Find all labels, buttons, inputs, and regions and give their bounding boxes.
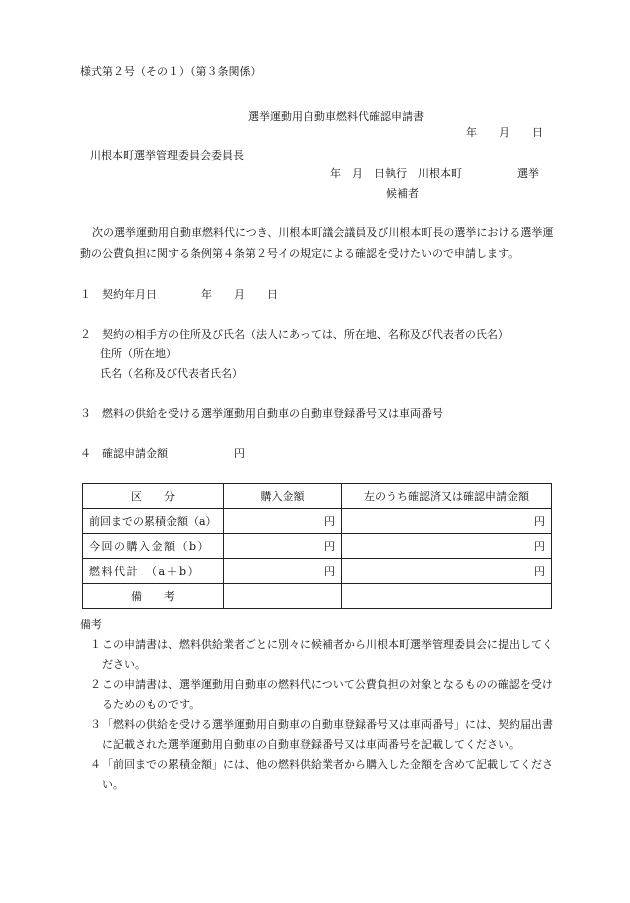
purchase-amount-cell <box>224 584 342 609</box>
row-label: 今回の購入金額（b） <box>83 534 224 559</box>
note-number: １ <box>90 638 101 651</box>
table-row <box>83 534 552 559</box>
table-header-purchase: 購入金額 <box>224 484 342 509</box>
confirmed-amount-cell: 円 <box>342 509 552 534</box>
note-text: この申請書は、燃料供給業者ごとに別々に候補者から川根本町選挙管理委員会に提出してください。 <box>102 638 553 671</box>
row-label: 燃料代計 （a＋b） <box>83 559 224 584</box>
item-vehicle-number: ３ 燃料の供給を受ける選挙運動用自動車の自動車登録番号又は車両番号 <box>80 407 443 420</box>
purchase-amount-cell: 円 <box>224 534 342 559</box>
note-text: 「前回までの累積金額」には、他の燃料供給業者から購入した金額を含めて記載してください。 <box>102 758 553 791</box>
row-label: 前回までの累積金額（a） <box>83 509 224 534</box>
confirmed-amount-cell <box>342 584 552 609</box>
note-number: ３ <box>90 718 101 731</box>
confirmed-amount-cell: 円 <box>342 559 552 584</box>
note-item <box>80 675 558 715</box>
table-header-row <box>83 484 552 509</box>
item-counterparty-name: 氏名（名称及び代表者氏名） <box>100 367 243 380</box>
note-number: ４ <box>90 758 101 771</box>
table-header-confirmed: 左のうち確認済又は確認申請金額 <box>342 484 552 509</box>
row-label: 備 考 <box>83 584 224 609</box>
intro-line-2: 動の公費負担に関する条例第４条第２号イの規定による確認を受けたいので申請します。 <box>80 247 520 260</box>
amount-table <box>82 483 552 609</box>
item-counterparty-address: 住所（所在地） <box>100 347 177 360</box>
item-contract-date: １ 契約年月日 年 月 日 <box>80 288 278 301</box>
table-row <box>83 559 552 584</box>
form-number: 様式第２号（その１）（第３条関係） <box>80 65 262 78</box>
election-line: 年 月 日執行 川根本町 選挙 <box>330 167 539 180</box>
date-line: 年 月 日 <box>466 126 543 139</box>
intro-line-1: 次の選挙運動用自動車燃料代につき、川根本町議会議員及び川根本町長の選挙における選挙運 <box>92 226 554 239</box>
confirmed-amount-cell: 円 <box>342 534 552 559</box>
notes-section <box>80 615 558 795</box>
table-row <box>83 509 552 534</box>
note-text: 「燃料の供給を受ける選挙運動用自動車の自動車登録番号又は車両番号」には、契約届出書に記載された選挙運動用自動車の自動車登録番号又は車両番号を記載してください。 <box>102 718 553 751</box>
addressee: 川根本町選挙管理委員会委員長 <box>90 149 244 162</box>
table-header-category: 区 分 <box>83 484 224 509</box>
note-item <box>80 635 558 675</box>
table-row <box>83 584 552 609</box>
purchase-amount-cell: 円 <box>224 509 342 534</box>
document-title: 選挙運動用自動車燃料代確認申請書 <box>248 110 424 123</box>
candidate-label: 候補者 <box>386 187 419 200</box>
notes-heading: 備考 <box>80 618 102 631</box>
note-item <box>80 715 558 755</box>
item-request-amount: ４ 確認申請金額 円 <box>80 447 245 460</box>
note-number: ２ <box>90 678 101 691</box>
note-item <box>80 755 558 795</box>
note-text: この申請書は、選挙運動用自動車の燃料代について公費負担の対象となるものの確認を受けるためのものです。 <box>102 678 553 711</box>
item-counterparty: ２ 契約の相手方の住所及び氏名（法人にあっては、所在地、名称及び代表者の氏名） <box>80 328 509 341</box>
purchase-amount-cell: 円 <box>224 559 342 584</box>
